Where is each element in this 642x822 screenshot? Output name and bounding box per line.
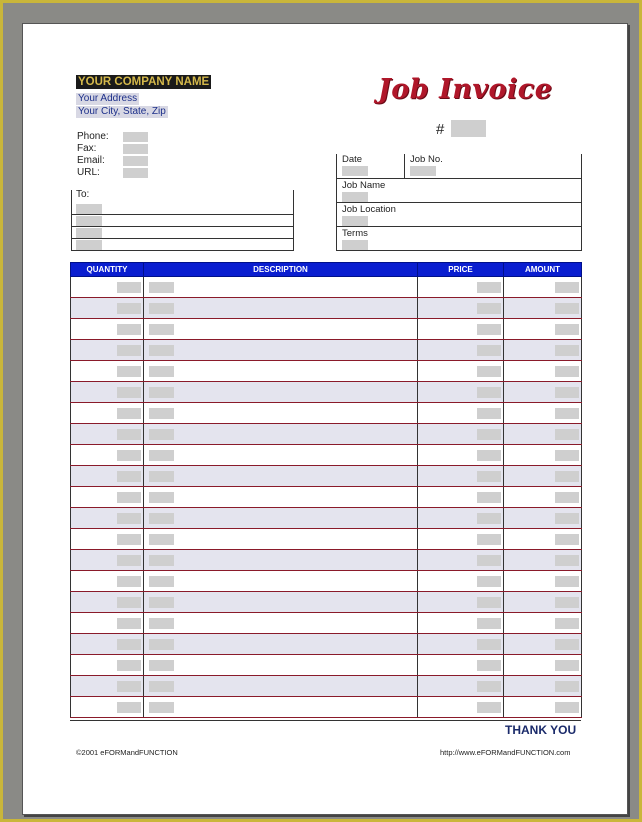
job-location-field[interactable] [342,216,368,226]
amount-field[interactable] [555,534,579,545]
price-field[interactable] [477,618,501,629]
table-row [71,487,582,508]
quantity-field[interactable] [117,366,141,377]
description-field[interactable] [149,387,174,398]
table-row [71,319,582,340]
quantity-field[interactable] [117,618,141,629]
table-bottom-rule [70,720,581,721]
description-cell [144,277,418,298]
amount-field[interactable] [555,282,579,293]
amount-field[interactable] [555,408,579,419]
email-label: Email: [77,155,105,166]
description-cell [144,319,418,340]
quantity-field[interactable] [117,282,141,293]
description-field[interactable] [149,618,174,629]
description-cell [144,697,418,718]
description-cell [144,424,418,445]
thank-you-text: THANK YOU [505,723,577,737]
quantity-field[interactable] [117,324,141,335]
price-cell [418,592,504,613]
quantity-field[interactable] [117,555,141,566]
description-field[interactable] [149,282,174,293]
table-row [71,550,582,571]
job-location-label: Job Location [342,204,396,215]
description-cell [144,487,418,508]
price-field[interactable] [477,303,501,314]
amount-field[interactable] [555,660,579,671]
price-cell [418,697,504,718]
amount-cell [504,340,582,361]
amount-field[interactable] [555,639,579,650]
quantity-field[interactable] [117,387,141,398]
table-row [71,613,582,634]
price-field[interactable] [477,576,501,587]
description-field[interactable] [149,366,174,377]
job-info-divider [404,154,405,178]
description-field[interactable] [149,324,174,335]
quantity-field[interactable] [117,345,141,356]
price-cell [418,634,504,655]
description-cell [144,655,418,676]
price-field[interactable] [477,681,501,692]
amount-cell [504,298,582,319]
price-cell [418,424,504,445]
description-field[interactable] [149,492,174,503]
amount-header: AMOUNT [504,263,582,277]
description-cell [144,298,418,319]
date-field[interactable] [342,166,368,176]
description-cell [144,361,418,382]
price-cell [418,613,504,634]
quantity-cell [71,298,144,319]
quantity-cell [71,697,144,718]
price-field[interactable] [477,429,501,440]
price-field[interactable] [477,387,501,398]
table-row [71,655,582,676]
price-cell [418,340,504,361]
table-row [71,676,582,697]
amount-cell [504,487,582,508]
bill-to-field-4[interactable] [76,240,102,250]
quantity-cell [71,340,144,361]
amount-cell [504,655,582,676]
table-row [71,445,582,466]
quantity-field[interactable] [117,408,141,419]
amount-field[interactable] [555,513,579,524]
amount-cell [504,403,582,424]
price-field[interactable] [477,555,501,566]
quantity-cell [71,445,144,466]
price-cell [418,676,504,697]
description-field[interactable] [149,303,174,314]
amount-field[interactable] [555,450,579,461]
quantity-cell [71,550,144,571]
amount-field[interactable] [555,555,579,566]
table-row [71,508,582,529]
price-cell [418,550,504,571]
price-cell [418,655,504,676]
quantity-cell [71,361,144,382]
bill-to-block [71,190,294,251]
amount-field[interactable] [555,597,579,608]
price-cell [418,403,504,424]
amount-cell [504,571,582,592]
price-field[interactable] [477,597,501,608]
price-field[interactable] [477,660,501,671]
job-info-line [336,226,581,227]
price-cell [418,382,504,403]
url-field[interactable] [123,168,148,178]
bill-to-field-2[interactable] [76,216,102,226]
price-field[interactable] [477,282,501,293]
table-row [71,466,582,487]
price-field[interactable] [477,345,501,356]
table-row [71,361,582,382]
invoice-sheet [22,23,628,815]
description-cell [144,613,418,634]
description-field[interactable] [149,555,174,566]
terms-field[interactable] [342,240,368,250]
phone-field[interactable] [123,132,148,142]
price-cell [418,508,504,529]
description-cell [144,466,418,487]
amount-cell [504,676,582,697]
description-field[interactable] [149,597,174,608]
description-field[interactable] [149,471,174,482]
bill-to-field-3[interactable] [76,228,102,238]
description-field[interactable] [149,702,174,713]
amount-cell [504,382,582,403]
quantity-cell [71,382,144,403]
quantity-field[interactable] [117,660,141,671]
price-field[interactable] [477,471,501,482]
quantity-header: QUANTITY [71,263,144,277]
line-items-table [70,262,582,718]
invoice-title: Job Invoice [378,74,553,105]
quantity-cell [71,571,144,592]
quantity-cell [71,592,144,613]
description-field[interactable] [149,639,174,650]
price-field[interactable] [477,534,501,545]
footer-copyright: ©2001 eFORMandFUNCTION [76,748,178,757]
amount-cell [504,466,582,487]
description-cell [144,508,418,529]
terms-label: Terms [342,228,368,239]
job-info-line [336,202,581,203]
description-field[interactable] [149,660,174,671]
amount-field[interactable] [555,345,579,356]
bill-to-field-1[interactable] [76,204,102,214]
description-field[interactable] [149,450,174,461]
table-row [71,634,582,655]
amount-cell [504,319,582,340]
amount-field[interactable] [555,471,579,482]
amount-cell [504,529,582,550]
table-row [71,403,582,424]
invoice-number-label: # [436,121,445,138]
quantity-field[interactable] [117,492,141,503]
price-field[interactable] [477,366,501,377]
description-cell [144,571,418,592]
line-items-body [71,277,582,718]
phone-label: Phone: [77,131,109,142]
table-row [71,424,582,445]
company-name[interactable]: YOUR COMPANY NAME [78,76,210,88]
fax-label: Fax: [77,143,97,154]
table-header-row [71,263,582,277]
quantity-field[interactable] [117,639,141,650]
description-header: DESCRIPTION [144,263,418,277]
amount-cell [504,277,582,298]
amount-field[interactable] [555,324,579,335]
price-field[interactable] [477,408,501,419]
amount-cell [504,634,582,655]
quantity-cell [71,634,144,655]
bill-to-line [71,238,293,239]
amount-field[interactable] [555,702,579,713]
date-label: Date [342,154,363,165]
description-cell [144,676,418,697]
amount-cell [504,613,582,634]
price-cell [418,466,504,487]
price-cell [418,319,504,340]
amount-cell [504,508,582,529]
job-no-field[interactable] [410,166,436,176]
quantity-cell [71,466,144,487]
quantity-field[interactable] [117,681,141,692]
price-field[interactable] [477,450,501,461]
price-cell [418,298,504,319]
price-field[interactable] [477,702,501,713]
quantity-field[interactable] [117,450,141,461]
description-cell [144,592,418,613]
quantity-field[interactable] [117,597,141,608]
quantity-field[interactable] [117,429,141,440]
description-cell [144,529,418,550]
email-field[interactable] [123,156,148,166]
bill-to-line [71,214,293,215]
table-row [71,529,582,550]
quantity-cell [71,655,144,676]
quantity-cell [71,613,144,634]
price-cell [418,571,504,592]
amount-cell [504,697,582,718]
quantity-cell [71,487,144,508]
description-field[interactable] [149,429,174,440]
amount-field[interactable] [555,618,579,629]
amount-field[interactable] [555,366,579,377]
price-cell [418,361,504,382]
table-row [71,571,582,592]
description-cell [144,445,418,466]
price-field[interactable] [477,324,501,335]
url-label: URL: [77,167,100,178]
quantity-cell [71,676,144,697]
description-field[interactable] [149,345,174,356]
description-cell [144,382,418,403]
bill-to-label: To: [76,189,90,200]
bill-to-line [71,226,293,227]
amount-cell [504,592,582,613]
amount-cell [504,424,582,445]
price-cell [418,529,504,550]
quantity-field[interactable] [117,702,141,713]
price-cell [418,277,504,298]
table-row [71,592,582,613]
price-cell [418,487,504,508]
quantity-field[interactable] [117,534,141,545]
description-cell [144,340,418,361]
amount-cell [504,445,582,466]
invoice-number-field[interactable] [451,120,486,137]
quantity-field[interactable] [117,471,141,482]
job-info-line [336,178,581,179]
description-field[interactable] [149,408,174,419]
price-field[interactable] [477,639,501,650]
job-name-field[interactable] [342,192,368,202]
amount-field[interactable] [555,681,579,692]
price-field[interactable] [477,513,501,524]
description-cell [144,403,418,424]
company-city-state-zip[interactable]: Your City, State, Zip [78,106,166,117]
price-field[interactable] [477,492,501,503]
quantity-field[interactable] [117,303,141,314]
quantity-field[interactable] [117,576,141,587]
description-field[interactable] [149,681,174,692]
table-row [71,298,582,319]
amount-field[interactable] [555,492,579,503]
table-row [71,382,582,403]
quantity-cell [71,424,144,445]
description-cell [144,550,418,571]
price-header: PRICE [418,263,504,277]
footer-url[interactable]: http://www.eFORMandFUNCTION.com [440,748,571,757]
quantity-cell [71,403,144,424]
description-field[interactable] [149,513,174,524]
description-cell [144,634,418,655]
description-field[interactable] [149,534,174,545]
amount-field[interactable] [555,429,579,440]
table-row [71,277,582,298]
amount-field[interactable] [555,387,579,398]
quantity-cell [71,319,144,340]
table-row [71,340,582,361]
quantity-cell [71,508,144,529]
quantity-cell [71,529,144,550]
amount-field[interactable] [555,303,579,314]
quantity-cell [71,277,144,298]
description-field[interactable] [149,576,174,587]
amount-cell [504,550,582,571]
company-address[interactable]: Your Address [78,93,138,104]
price-cell [418,445,504,466]
amount-field[interactable] [555,576,579,587]
quantity-field[interactable] [117,513,141,524]
job-name-label: Job Name [342,180,386,191]
table-row [71,697,582,718]
job-no-label: Job No. [410,154,443,165]
amount-cell [504,361,582,382]
fax-field[interactable] [123,144,148,154]
